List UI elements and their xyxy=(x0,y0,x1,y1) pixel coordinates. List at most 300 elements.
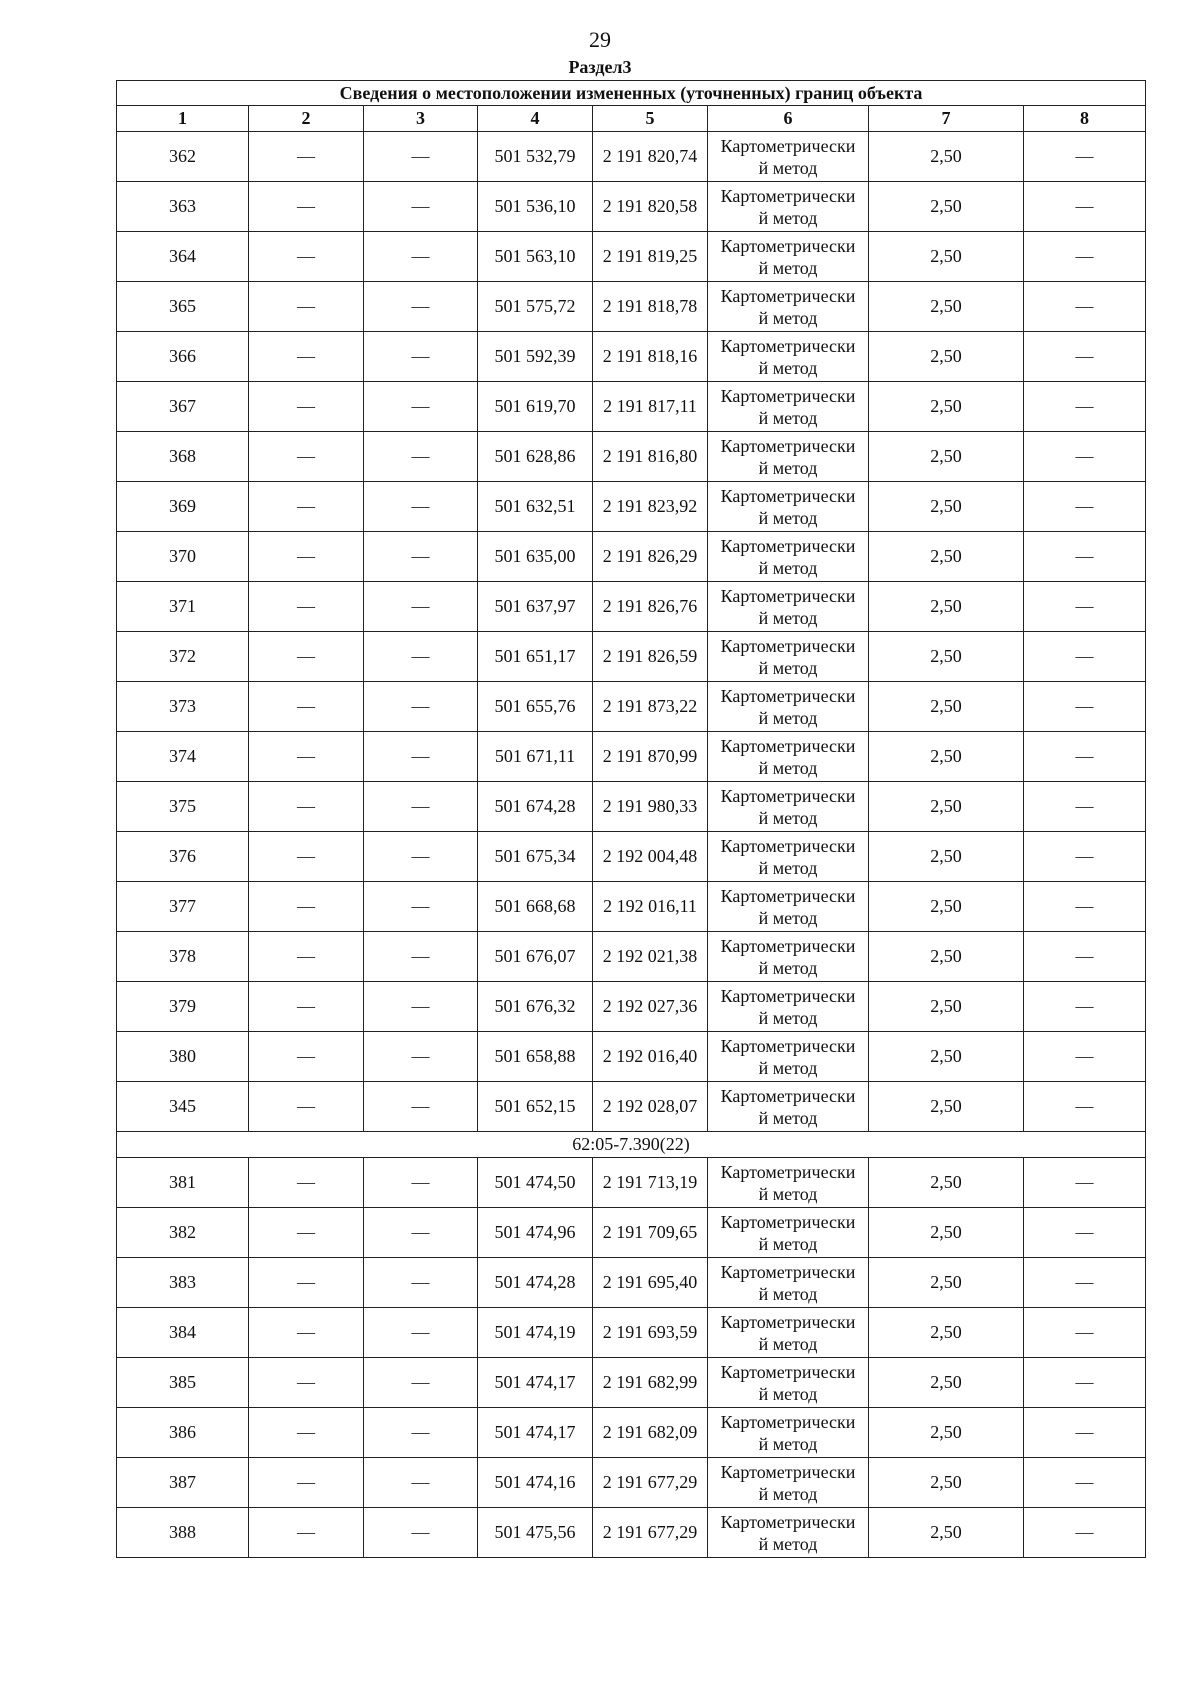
x-coordinate: 501 474,16 xyxy=(478,1458,593,1508)
column-3-value: — xyxy=(364,482,478,532)
method-text-line-1: Картометрически xyxy=(720,135,856,156)
method-text-line-2: й метод xyxy=(758,607,818,628)
method-text-line-2: й метод xyxy=(758,1483,818,1504)
y-coordinate: 2 192 016,11 xyxy=(593,882,708,932)
method-text-line-1: Картометрически xyxy=(720,285,856,306)
point-number: 385 xyxy=(117,1358,249,1408)
table-row xyxy=(117,482,1146,532)
precision-value: 2,50 xyxy=(869,982,1024,1032)
point-number: 386 xyxy=(117,1408,249,1458)
method-text-line-1: Картометрически xyxy=(720,1261,856,1282)
x-coordinate: 501 652,15 xyxy=(478,1082,593,1132)
method-text-line-2: й метод xyxy=(758,757,818,778)
method-text-line-2: й метод xyxy=(758,207,818,228)
table-row xyxy=(117,982,1146,1032)
precision-value: 2,50 xyxy=(869,732,1024,782)
table-row xyxy=(117,1082,1146,1132)
precision-value: 2,50 xyxy=(869,582,1024,632)
method-text-line-1: Картометрически xyxy=(720,985,856,1006)
x-coordinate: 501 532,79 xyxy=(478,132,593,182)
column-8-value: — xyxy=(1024,232,1146,282)
column-3-value: — xyxy=(364,1158,478,1208)
y-coordinate: 2 191 823,92 xyxy=(593,482,708,532)
column-number: 5 xyxy=(593,106,708,132)
method-cell xyxy=(708,632,869,682)
column-2-value: — xyxy=(249,882,364,932)
column-2-value: — xyxy=(249,582,364,632)
point-number: 345 xyxy=(117,1082,249,1132)
point-number: 382 xyxy=(117,1208,249,1258)
column-3-value: — xyxy=(364,1358,478,1408)
method-text-line-1: Картометрически xyxy=(720,585,856,606)
method-text-line-2: й метод xyxy=(758,407,818,428)
x-coordinate: 501 658,88 xyxy=(478,1032,593,1082)
y-coordinate: 2 191 817,11 xyxy=(593,382,708,432)
precision-value: 2,50 xyxy=(869,632,1024,682)
point-number: 383 xyxy=(117,1258,249,1308)
table-row xyxy=(117,1158,1146,1208)
column-number: 7 xyxy=(869,106,1024,132)
precision-value: 2,50 xyxy=(869,782,1024,832)
method-text-line-1: Картометрически xyxy=(720,485,856,506)
y-coordinate: 2 191 709,65 xyxy=(593,1208,708,1258)
x-coordinate: 501 619,70 xyxy=(478,382,593,432)
method-cell xyxy=(708,232,869,282)
column-3-value: — xyxy=(364,632,478,682)
method-cell xyxy=(708,532,869,582)
column-2-value: — xyxy=(249,1358,364,1408)
column-3-value: — xyxy=(364,1458,478,1508)
column-number: 1 xyxy=(117,106,249,132)
column-8-value: — xyxy=(1024,982,1146,1032)
cadastral-group-label: 62:05-7.390(22) xyxy=(117,1132,1146,1158)
point-number: 364 xyxy=(117,232,249,282)
column-2-value: — xyxy=(249,532,364,582)
precision-value: 2,50 xyxy=(869,682,1024,732)
column-number: 6 xyxy=(708,106,869,132)
x-coordinate: 501 592,39 xyxy=(478,332,593,382)
y-coordinate: 2 191 820,58 xyxy=(593,182,708,232)
method-cell xyxy=(708,1308,869,1358)
method-text-line-1: Картометрически xyxy=(720,235,856,256)
method-text-line-1: Картометрически xyxy=(720,685,856,706)
column-8-value: — xyxy=(1024,832,1146,882)
column-2-value: — xyxy=(249,682,364,732)
column-8-value: — xyxy=(1024,1258,1146,1308)
column-8-value: — xyxy=(1024,432,1146,482)
method-text-line-1: Картометрически xyxy=(720,1511,856,1532)
column-8-value: — xyxy=(1024,332,1146,382)
point-number: 380 xyxy=(117,1032,249,1082)
y-coordinate: 2 191 677,29 xyxy=(593,1508,708,1558)
column-8-value: — xyxy=(1024,582,1146,632)
y-coordinate: 2 191 820,74 xyxy=(593,132,708,182)
point-number: 376 xyxy=(117,832,249,882)
column-8-value: — xyxy=(1024,382,1146,432)
method-text-line-2: й метод xyxy=(758,657,818,678)
method-cell xyxy=(708,482,869,532)
precision-value: 2,50 xyxy=(869,1258,1024,1308)
point-number: 362 xyxy=(117,132,249,182)
point-number: 384 xyxy=(117,1308,249,1358)
column-3-value: — xyxy=(364,832,478,882)
method-text-line-2: й метод xyxy=(758,857,818,878)
method-cell xyxy=(708,782,869,832)
method-text-line-1: Картометрически xyxy=(720,885,856,906)
method-text-line-2: й метод xyxy=(758,957,818,978)
point-number: 388 xyxy=(117,1508,249,1558)
method-text-line-2: й метод xyxy=(758,1007,818,1028)
method-cell xyxy=(708,182,869,232)
method-text-line-2: й метод xyxy=(758,257,818,278)
method-cell xyxy=(708,1032,869,1082)
method-text-line-1: Картометрически xyxy=(720,1035,856,1056)
method-text-line-2: й метод xyxy=(758,507,818,528)
y-coordinate: 2 191 826,29 xyxy=(593,532,708,582)
column-2-value: — xyxy=(249,982,364,1032)
precision-value: 2,50 xyxy=(869,432,1024,482)
x-coordinate: 501 676,07 xyxy=(478,932,593,982)
method-text-line-2: й метод xyxy=(758,907,818,928)
method-text-line-2: й метод xyxy=(758,307,818,328)
method-cell xyxy=(708,582,869,632)
x-coordinate: 501 475,56 xyxy=(478,1508,593,1558)
table-row xyxy=(117,582,1146,632)
column-number-row xyxy=(117,106,1146,132)
method-text-line-2: й метод xyxy=(758,1533,818,1554)
column-3-value: — xyxy=(364,682,478,732)
point-number: 387 xyxy=(117,1458,249,1508)
method-cell xyxy=(708,1408,869,1458)
column-2-value: — xyxy=(249,1508,364,1558)
x-coordinate: 501 671,11 xyxy=(478,732,593,782)
method-cell xyxy=(708,882,869,932)
method-text-line-2: й метод xyxy=(758,457,818,478)
table-row xyxy=(117,732,1146,782)
precision-value: 2,50 xyxy=(869,1082,1024,1132)
x-coordinate: 501 563,10 xyxy=(478,232,593,282)
table-row xyxy=(117,282,1146,332)
method-text-line-2: й метод xyxy=(758,1107,818,1128)
column-3-value: — xyxy=(364,432,478,482)
method-cell xyxy=(708,732,869,782)
y-coordinate: 2 191 980,33 xyxy=(593,782,708,832)
x-coordinate: 501 635,00 xyxy=(478,532,593,582)
column-3-value: — xyxy=(364,532,478,582)
column-8-value: — xyxy=(1024,182,1146,232)
table-row xyxy=(117,832,1146,882)
method-text-line-2: й метод xyxy=(758,1057,818,1078)
column-2-value: — xyxy=(249,932,364,982)
method-text-line-2: й метод xyxy=(758,1433,818,1454)
x-coordinate: 501 575,72 xyxy=(478,282,593,332)
x-coordinate: 501 676,32 xyxy=(478,982,593,1032)
group-row xyxy=(117,1132,1146,1158)
table-row xyxy=(117,882,1146,932)
column-2-value: — xyxy=(249,1082,364,1132)
method-text-line-1: Картометрически xyxy=(720,1211,856,1232)
precision-value: 2,50 xyxy=(869,1408,1024,1458)
column-3-value: — xyxy=(364,582,478,632)
x-coordinate: 501 668,68 xyxy=(478,882,593,932)
method-cell xyxy=(708,132,869,182)
precision-value: 2,50 xyxy=(869,232,1024,282)
point-number: 363 xyxy=(117,182,249,232)
column-2-value: — xyxy=(249,282,364,332)
column-2-value: — xyxy=(249,1408,364,1458)
point-number: 371 xyxy=(117,582,249,632)
column-3-value: — xyxy=(364,382,478,432)
y-coordinate: 2 191 818,16 xyxy=(593,332,708,382)
method-cell xyxy=(708,1158,869,1208)
column-2-value: — xyxy=(249,632,364,682)
column-2-value: — xyxy=(249,1208,364,1258)
column-8-value: — xyxy=(1024,532,1146,582)
x-coordinate: 501 675,34 xyxy=(478,832,593,882)
column-2-value: — xyxy=(249,482,364,532)
method-cell xyxy=(708,1258,869,1308)
column-3-value: — xyxy=(364,282,478,332)
method-text-line-1: Картометрически xyxy=(720,635,856,656)
table-row xyxy=(117,1258,1146,1308)
method-text-line-1: Картометрически xyxy=(720,1361,856,1382)
column-2-value: — xyxy=(249,732,364,782)
method-text-line-1: Картометрически xyxy=(720,1085,856,1106)
table-row xyxy=(117,1308,1146,1358)
method-cell xyxy=(708,832,869,882)
column-3-value: — xyxy=(364,232,478,282)
method-text-line-2: й метод xyxy=(758,557,818,578)
point-number: 372 xyxy=(117,632,249,682)
table-row xyxy=(117,632,1146,682)
point-number: 377 xyxy=(117,882,249,932)
table-row xyxy=(117,1032,1146,1082)
x-coordinate: 501 536,10 xyxy=(478,182,593,232)
y-coordinate: 2 191 677,29 xyxy=(593,1458,708,1508)
y-coordinate: 2 191 682,09 xyxy=(593,1408,708,1458)
y-coordinate: 2 192 004,48 xyxy=(593,832,708,882)
column-2-value: — xyxy=(249,1258,364,1308)
table-row xyxy=(117,932,1146,982)
point-number: 365 xyxy=(117,282,249,332)
precision-value: 2,50 xyxy=(869,1158,1024,1208)
column-3-value: — xyxy=(364,782,478,832)
x-coordinate: 501 474,50 xyxy=(478,1158,593,1208)
table-row xyxy=(117,782,1146,832)
table-row xyxy=(117,332,1146,382)
column-8-value: — xyxy=(1024,882,1146,932)
x-coordinate: 501 655,76 xyxy=(478,682,593,732)
y-coordinate: 2 191 826,59 xyxy=(593,632,708,682)
column-2-value: — xyxy=(249,232,364,282)
column-2-value: — xyxy=(249,1158,364,1208)
column-3-value: — xyxy=(364,882,478,932)
column-8-value: — xyxy=(1024,1508,1146,1558)
column-8-value: — xyxy=(1024,732,1146,782)
column-2-value: — xyxy=(249,432,364,482)
method-text-line-2: й метод xyxy=(758,1233,818,1254)
column-number: 2 xyxy=(249,106,364,132)
table-caption: Сведения о местоположении измененных (уточненных) границ объекта xyxy=(117,81,1146,106)
column-3-value: — xyxy=(364,1208,478,1258)
column-8-value: — xyxy=(1024,1158,1146,1208)
method-text-line-1: Картометрически xyxy=(720,1161,856,1182)
precision-value: 2,50 xyxy=(869,882,1024,932)
precision-value: 2,50 xyxy=(869,1508,1024,1558)
y-coordinate: 2 191 818,78 xyxy=(593,282,708,332)
point-number: 369 xyxy=(117,482,249,532)
method-text-line-2: й метод xyxy=(758,1333,818,1354)
point-number: 373 xyxy=(117,682,249,732)
table-row xyxy=(117,1208,1146,1258)
method-cell xyxy=(708,982,869,1032)
point-number: 379 xyxy=(117,982,249,1032)
column-3-value: — xyxy=(364,1408,478,1458)
column-8-value: — xyxy=(1024,1408,1146,1458)
method-text-line-1: Картометрически xyxy=(720,835,856,856)
method-cell xyxy=(708,282,869,332)
x-coordinate: 501 474,96 xyxy=(478,1208,593,1258)
column-8-value: — xyxy=(1024,682,1146,732)
method-text-line-1: Картометрически xyxy=(720,335,856,356)
column-number: 4 xyxy=(478,106,593,132)
precision-value: 2,50 xyxy=(869,1358,1024,1408)
y-coordinate: 2 191 826,76 xyxy=(593,582,708,632)
method-cell xyxy=(708,932,869,982)
method-text-line-2: й метод xyxy=(758,707,818,728)
method-text-line-1: Картометрически xyxy=(720,435,856,456)
column-8-value: — xyxy=(1024,932,1146,982)
method-cell xyxy=(708,1082,869,1132)
method-text-line-2: й метод xyxy=(758,157,818,178)
column-2-value: — xyxy=(249,782,364,832)
y-coordinate: 2 192 021,38 xyxy=(593,932,708,982)
y-coordinate: 2 192 027,36 xyxy=(593,982,708,1032)
table-row xyxy=(117,382,1146,432)
point-number: 367 xyxy=(117,382,249,432)
column-8-value: — xyxy=(1024,282,1146,332)
method-text-line-2: й метод xyxy=(758,807,818,828)
point-number: 368 xyxy=(117,432,249,482)
column-3-value: — xyxy=(364,1082,478,1132)
column-8-value: — xyxy=(1024,1208,1146,1258)
column-3-value: — xyxy=(364,182,478,232)
column-2-value: — xyxy=(249,132,364,182)
section-title: Раздел3 xyxy=(568,57,632,77)
method-text-line-1: Картометрически xyxy=(720,785,856,806)
table-row xyxy=(117,1408,1146,1458)
method-cell xyxy=(708,1508,869,1558)
x-coordinate: 501 637,97 xyxy=(478,582,593,632)
precision-value: 2,50 xyxy=(869,282,1024,332)
column-8-value: — xyxy=(1024,1308,1146,1358)
y-coordinate: 2 192 028,07 xyxy=(593,1082,708,1132)
column-8-value: — xyxy=(1024,1358,1146,1408)
precision-value: 2,50 xyxy=(869,482,1024,532)
column-2-value: — xyxy=(249,1458,364,1508)
column-3-value: — xyxy=(364,1508,478,1558)
y-coordinate: 2 191 816,80 xyxy=(593,432,708,482)
column-8-value: — xyxy=(1024,1032,1146,1082)
column-8-value: — xyxy=(1024,482,1146,532)
y-coordinate: 2 191 870,99 xyxy=(593,732,708,782)
precision-value: 2,50 xyxy=(869,1308,1024,1358)
method-text-line-2: й метод xyxy=(758,357,818,378)
point-number: 370 xyxy=(117,532,249,582)
table-row xyxy=(117,532,1146,582)
x-coordinate: 501 474,17 xyxy=(478,1408,593,1458)
x-coordinate: 501 474,17 xyxy=(478,1358,593,1408)
column-8-value: — xyxy=(1024,782,1146,832)
precision-value: 2,50 xyxy=(869,832,1024,882)
method-text-line-1: Картометрически xyxy=(720,1461,856,1482)
method-text-line-1: Картометрически xyxy=(720,535,856,556)
y-coordinate: 2 191 713,19 xyxy=(593,1158,708,1208)
column-3-value: — xyxy=(364,332,478,382)
table-row xyxy=(117,682,1146,732)
column-3-value: — xyxy=(364,732,478,782)
table-row xyxy=(117,432,1146,482)
table-row xyxy=(117,1458,1146,1508)
precision-value: 2,50 xyxy=(869,1458,1024,1508)
precision-value: 2,50 xyxy=(869,332,1024,382)
page-number: 29 xyxy=(589,27,611,52)
point-number: 374 xyxy=(117,732,249,782)
method-cell xyxy=(708,1208,869,1258)
boundary-points-table xyxy=(116,80,1146,1558)
precision-value: 2,50 xyxy=(869,132,1024,182)
point-number: 378 xyxy=(117,932,249,982)
table-row xyxy=(117,232,1146,282)
column-3-value: — xyxy=(364,982,478,1032)
column-8-value: — xyxy=(1024,1082,1146,1132)
method-cell xyxy=(708,1358,869,1408)
method-text-line-2: й метод xyxy=(758,1183,818,1204)
method-cell xyxy=(708,682,869,732)
column-8-value: — xyxy=(1024,132,1146,182)
method-cell xyxy=(708,1458,869,1508)
method-text-line-1: Картометрически xyxy=(720,935,856,956)
column-8-value: — xyxy=(1024,632,1146,682)
column-2-value: — xyxy=(249,832,364,882)
method-cell xyxy=(708,332,869,382)
column-3-value: — xyxy=(364,932,478,982)
x-coordinate: 501 674,28 xyxy=(478,782,593,832)
table-row xyxy=(117,182,1146,232)
method-text-line-1: Картометрически xyxy=(720,185,856,206)
x-coordinate: 501 632,51 xyxy=(478,482,593,532)
y-coordinate: 2 191 819,25 xyxy=(593,232,708,282)
method-cell xyxy=(708,432,869,482)
column-2-value: — xyxy=(249,1308,364,1358)
column-2-value: — xyxy=(249,1032,364,1082)
x-coordinate: 501 474,28 xyxy=(478,1258,593,1308)
column-number: 3 xyxy=(364,106,478,132)
column-2-value: — xyxy=(249,332,364,382)
point-number: 381 xyxy=(117,1158,249,1208)
y-coordinate: 2 192 016,40 xyxy=(593,1032,708,1082)
method-text-line-2: й метод xyxy=(758,1383,818,1404)
x-coordinate: 501 628,86 xyxy=(478,432,593,482)
y-coordinate: 2 191 682,99 xyxy=(593,1358,708,1408)
method-text-line-1: Картометрически xyxy=(720,735,856,756)
x-coordinate: 501 651,17 xyxy=(478,632,593,682)
point-number: 375 xyxy=(117,782,249,832)
precision-value: 2,50 xyxy=(869,532,1024,582)
column-3-value: — xyxy=(364,1258,478,1308)
method-cell xyxy=(708,382,869,432)
precision-value: 2,50 xyxy=(869,382,1024,432)
